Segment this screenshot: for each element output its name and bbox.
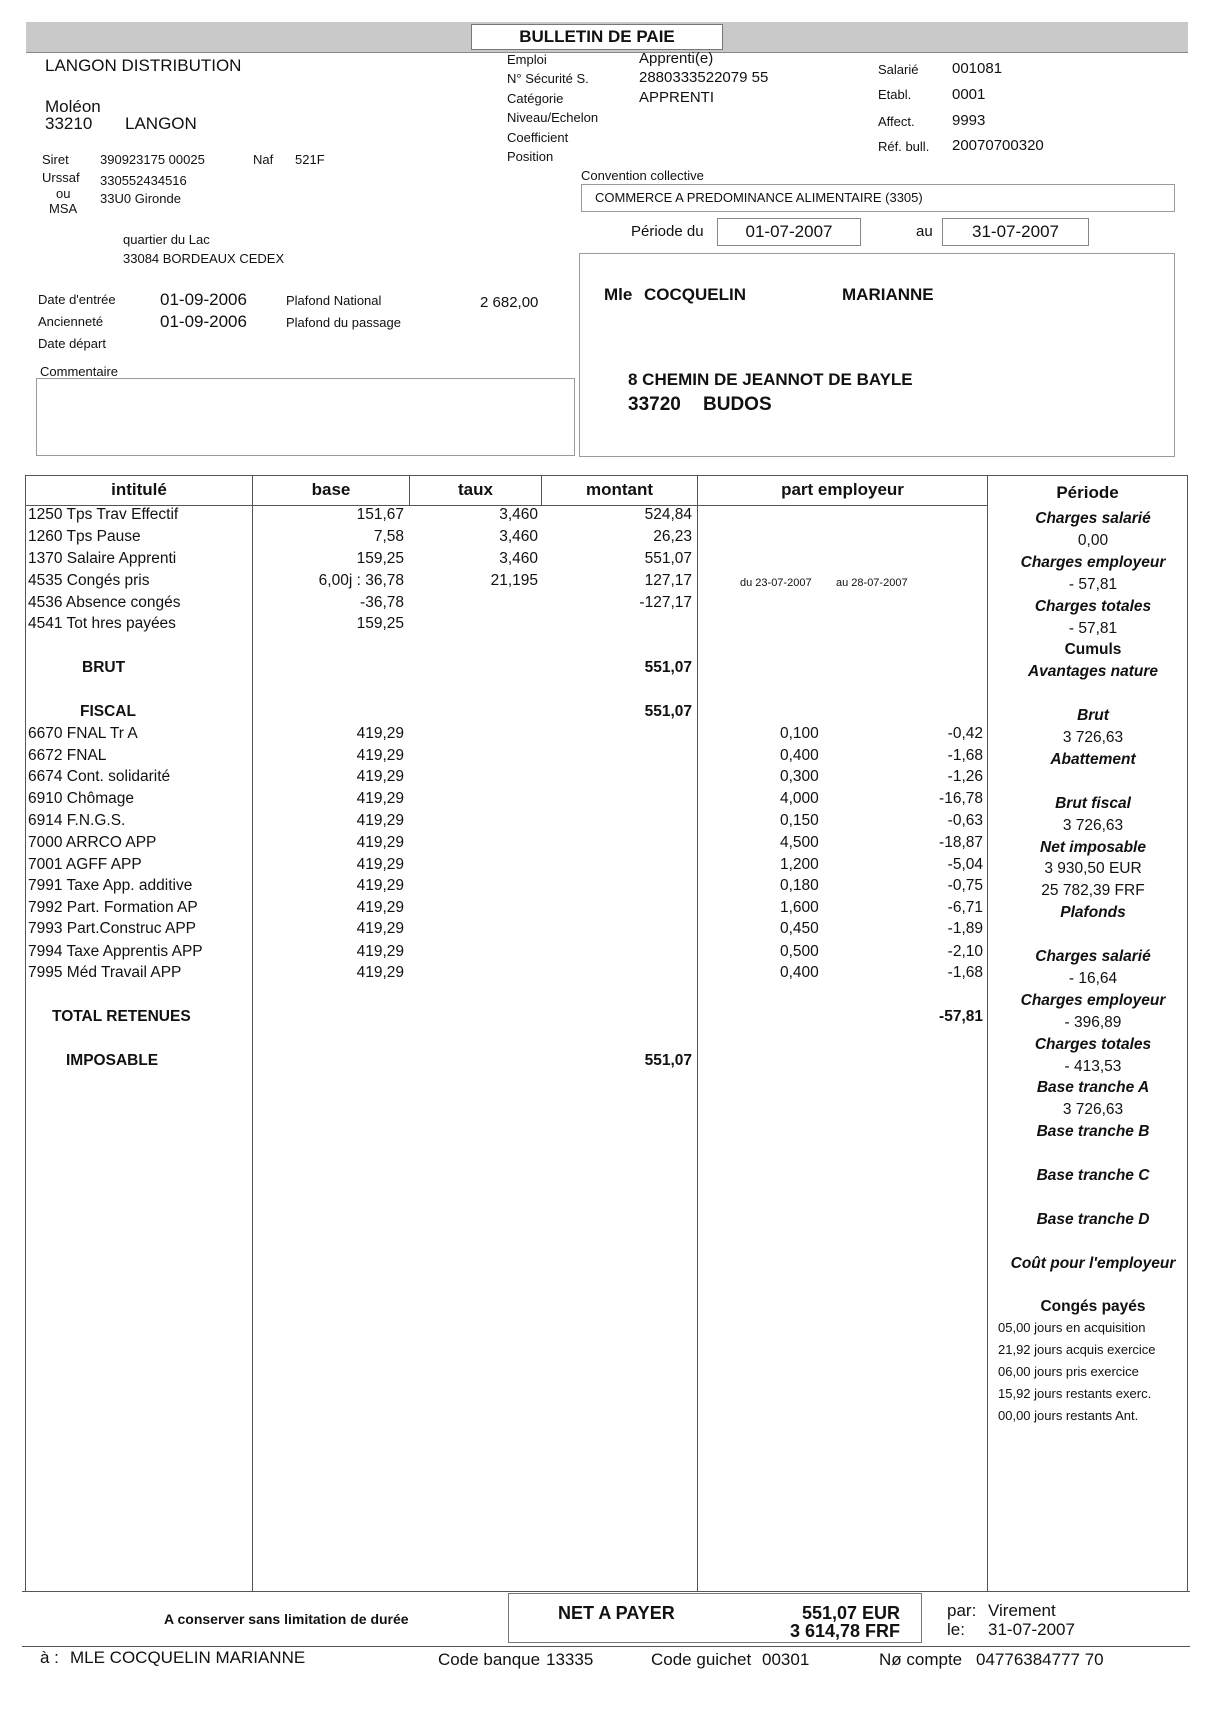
- row-label: 7000 ARRCO APP: [28, 834, 157, 851]
- row-label: 7995 Méd Travail APP: [28, 964, 182, 981]
- row-employer-rate: 1,200: [780, 856, 819, 873]
- row-employer-amount: -1,68: [947, 964, 983, 981]
- table-bottom-line: [22, 1591, 1190, 1592]
- periode-item: 3 726,63: [1062, 729, 1124, 746]
- ou-label: ou: [56, 186, 71, 201]
- footer-line: [22, 1646, 1190, 1647]
- row-montant: 524,84: [644, 506, 692, 523]
- etabl-label: Etabl.: [878, 87, 912, 102]
- row-label: 6670 FNAL Tr A: [28, 725, 138, 742]
- row-base: 419,29: [356, 877, 404, 894]
- header-taux: taux: [458, 480, 493, 499]
- row-montant: 551,07: [644, 1052, 692, 1069]
- row-employer-amount: -5,04: [947, 856, 983, 873]
- employee-address-box: [579, 253, 1175, 457]
- header-base: base: [311, 480, 351, 499]
- periode-item: Plafonds: [1060, 904, 1126, 922]
- coefficient-label: Coefficient: [507, 130, 569, 145]
- periode-item: Abattement: [1050, 750, 1136, 768]
- row-employer-rate: 1,600: [780, 899, 819, 916]
- row-base: 419,29: [356, 725, 404, 742]
- categorie-label: Catégorie: [507, 91, 564, 106]
- periode-item: Congés payés: [1040, 1298, 1146, 1316]
- niveau-label: Niveau/Echelon: [507, 110, 599, 125]
- periode-item: Cumuls: [1064, 641, 1122, 659]
- le-label: le:: [947, 1620, 965, 1639]
- secu-label: N° Sécurité S.: [507, 71, 589, 86]
- col-divider-periode: [987, 475, 988, 1591]
- employee-postcode: 33720: [628, 394, 681, 415]
- row-base: 419,29: [356, 964, 404, 981]
- row-employer-amount: -2,10: [947, 943, 983, 960]
- row-base: 419,29: [356, 812, 404, 829]
- row-base: 419,29: [356, 943, 404, 960]
- periode-item: - 57,81: [1068, 575, 1118, 593]
- periode-item: Charges salarié: [1035, 510, 1151, 527]
- emploi-value: Apprenti(e): [639, 50, 714, 67]
- row-base: -36,78: [360, 594, 404, 611]
- row-employer-rate: 0,100: [780, 725, 819, 742]
- periode-item: 3 726,63: [1062, 1101, 1124, 1119]
- categorie-value: APPRENTI: [639, 89, 715, 106]
- row-employer-rate: 0,150: [780, 812, 819, 829]
- row-employer-amount: -0,42: [947, 725, 983, 742]
- table-row: [0, 920, 1190, 941]
- le-value: 31-07-2007: [988, 1620, 1075, 1639]
- row-base: 419,29: [356, 920, 404, 937]
- period-to: 31-07-2007: [942, 218, 1089, 246]
- row-label: 6910 Chômage: [28, 790, 134, 807]
- affect-label: Affect.: [878, 114, 915, 129]
- row-base: 159,25: [356, 615, 404, 632]
- periode-item: Coût pour l'employeur: [1010, 1254, 1176, 1272]
- periode-item: 3 930,50 EUR: [1044, 860, 1142, 878]
- row-base: 419,29: [356, 899, 404, 916]
- employer-address-line3: 33084 BORDEAUX CEDEX: [123, 251, 285, 266]
- emploi-label: Emploi: [507, 52, 547, 67]
- periode-item: Charges totales: [1034, 1035, 1152, 1053]
- row-employer-rate: 0,500: [780, 943, 819, 960]
- plafond-passage-label: Plafond du passage: [286, 315, 401, 330]
- periode-item: 21,92 jours acquis exercice: [998, 1342, 1156, 1358]
- col-divider-employeur: [697, 475, 698, 1591]
- table-top-line: [25, 475, 1188, 476]
- periode-item: Base tranche A: [1036, 1079, 1150, 1097]
- row-employer-rate: 0,180: [780, 877, 819, 894]
- net-label: NET A PAYER: [558, 1603, 675, 1623]
- row-montant: 551,07: [644, 659, 692, 676]
- row-employer-amount: -0,75: [947, 877, 983, 894]
- affect-value: 9993: [952, 112, 986, 129]
- row-employer-amount: -18,87: [939, 834, 983, 851]
- periode-item: Charges employeur: [1020, 991, 1166, 1009]
- periode-item: Brut fiscal: [1055, 794, 1131, 812]
- header-montant: montant: [585, 480, 654, 499]
- employer-postcode: 33210: [45, 114, 93, 133]
- beneficiary-name: MLE COCQUELIN MARIANNE: [70, 1648, 306, 1667]
- row-note-from: du 23-07-2007: [740, 577, 812, 589]
- employee-city: BUDOS: [703, 394, 772, 415]
- periode-item: - 16,64: [1068, 969, 1118, 987]
- etabl-value: 0001: [952, 86, 986, 103]
- row-employer-rate: 4,000: [780, 790, 819, 807]
- period-from: 01-07-2007: [717, 218, 861, 246]
- employee-street: 8 CHEMIN DE JEANNOT DE BAYLE: [628, 370, 913, 389]
- row-taux: 21,195: [490, 572, 538, 589]
- periode-item: 06,00 jours pris exercice: [998, 1364, 1139, 1380]
- beneficiary-label: à :: [40, 1648, 59, 1667]
- row-base: 419,29: [356, 834, 404, 851]
- par-label: par:: [947, 1601, 977, 1620]
- entree-label: Date d'entrée: [38, 292, 116, 307]
- compte-label: Nø compte: [879, 1650, 963, 1669]
- row-label: IMPOSABLE: [66, 1052, 159, 1069]
- net-frf: 3 614,78 FRF: [789, 1621, 900, 1641]
- periode-item: - 57,81: [1068, 619, 1118, 637]
- periode-item: Base tranche B: [1036, 1123, 1150, 1141]
- row-base: 7,58: [373, 528, 404, 545]
- row-label: 7993 Part.Construc APP: [28, 920, 197, 937]
- plafond-national-label: Plafond National: [286, 293, 382, 308]
- row-taux: 3,460: [499, 550, 538, 567]
- header-intitule: intitulé: [111, 480, 167, 499]
- row-base: 151,67: [356, 506, 404, 523]
- row-taux: 3,460: [499, 506, 538, 523]
- row-label: 4541 Tot hres payées: [28, 615, 176, 632]
- periode-item: 3 726,63: [1062, 816, 1124, 834]
- employer-city: LANGON: [125, 114, 197, 133]
- row-label: 6672 FNAL: [28, 747, 107, 764]
- row-label: BRUT: [82, 659, 126, 676]
- row-employer-amount: -0,63: [947, 812, 983, 829]
- periode-item: 0,00: [1077, 531, 1109, 549]
- col-divider-base: [252, 475, 253, 1591]
- periode-item: 25 782,39 FRF: [1041, 882, 1145, 900]
- row-employer-amount: -16,78: [939, 790, 983, 807]
- row-label: 4535 Congés pris: [28, 572, 150, 589]
- code-banque-value: 13335: [546, 1650, 594, 1669]
- periode-item: 15,92 jours restants exerc.: [998, 1386, 1152, 1401]
- naf-value: 521F: [295, 152, 325, 167]
- row-base: 159,25: [356, 550, 404, 567]
- row-base: 419,29: [356, 768, 404, 785]
- period-to-label: au: [916, 223, 933, 240]
- periode-item: Base tranche D: [1036, 1210, 1150, 1228]
- code-banque-label: Code banque: [438, 1650, 541, 1669]
- periode-item: Charges salarié: [1035, 948, 1151, 965]
- row-label: 1260 Tps Pause: [28, 528, 141, 545]
- periode-item: Brut: [1077, 707, 1109, 725]
- row-base: 419,29: [356, 856, 404, 873]
- conserver-note: A conserver sans limitation de durée: [164, 1611, 409, 1627]
- comment-box: [36, 378, 575, 456]
- row-montant: 551,07: [644, 550, 692, 567]
- row-label: TOTAL RETENUES: [52, 1008, 191, 1025]
- col-divider-left: [25, 475, 26, 1591]
- row-base: 419,29: [356, 747, 404, 764]
- employer-address-line2: quartier du Lac: [123, 232, 210, 247]
- periode-item: - 396,89: [1064, 1013, 1122, 1031]
- row-taux: 3,460: [499, 528, 538, 545]
- row-employer-rate: 0,400: [780, 964, 819, 981]
- row-label: 7991 Taxe App. additive: [28, 877, 193, 894]
- convention-label: Convention collective: [581, 168, 704, 183]
- urssaf-number: 330552434516: [100, 173, 187, 188]
- entree-value: 01-09-2006: [160, 290, 247, 309]
- row-base: 6,00j : 36,78: [318, 572, 404, 589]
- ref-value: 20070700320: [952, 137, 1044, 154]
- ref-label: Réf. bull.: [878, 139, 930, 154]
- naf-label: Naf: [253, 152, 274, 167]
- header-part-employeur: part employeur: [781, 480, 904, 499]
- periode-item: 00,00 jours restants Ant.: [998, 1407, 1139, 1423]
- row-label: 7994 Taxe Apprentis APP: [28, 943, 203, 960]
- employer-address1: Moléon: [45, 97, 101, 116]
- row-label: 1250 Tps Trav Effectif: [28, 506, 179, 523]
- period-from-label: Période du: [631, 223, 704, 240]
- periode-item: 05,00 jours en acquisition: [998, 1320, 1146, 1336]
- row-label: 7001 AGFF APP: [28, 856, 142, 873]
- row-employer-amount: -1,68: [947, 747, 983, 764]
- net-eur: 551,07 EUR: [801, 1603, 900, 1623]
- plafond-national-value: 2 682,00: [480, 294, 539, 311]
- row-employer-rate: 0,450: [780, 920, 819, 937]
- row-montant: 127,17: [644, 572, 692, 589]
- anciennete-value: 01-09-2006: [160, 312, 247, 331]
- row-employer-amount: -1,89: [947, 920, 983, 937]
- row-montant: -127,17: [639, 594, 692, 611]
- comment-label: Commentaire: [40, 364, 119, 379]
- header-periode: Période: [1056, 483, 1119, 502]
- urssaf-label: Urssaf: [42, 170, 80, 185]
- urssaf-office: 33U0 Gironde: [100, 191, 181, 206]
- compte-value: 04776384777 70: [976, 1650, 1104, 1669]
- row-label: 6674 Cont. solidarité: [28, 768, 171, 785]
- row-employer-amount: -1,26: [947, 768, 983, 785]
- periode-item: Avantages nature: [1027, 663, 1159, 681]
- periode-item: - 413,53: [1064, 1057, 1122, 1075]
- row-employer-rate: 0,400: [780, 747, 819, 764]
- salarie-label: Salarié: [878, 62, 919, 77]
- siret-value: 390923175 00025: [100, 152, 205, 167]
- periode-item: Charges employeur: [1020, 553, 1166, 571]
- position-label: Position: [507, 149, 554, 164]
- row-employer-amount: -57,81: [939, 1008, 983, 1025]
- code-guichet-value: 00301: [762, 1650, 810, 1669]
- periode-item: Net imposable: [1040, 838, 1146, 856]
- employee-lastname: COCQUELIN: [644, 285, 746, 304]
- anciennete-label: Ancienneté: [38, 314, 104, 329]
- row-label: 1370 Salaire Apprenti: [28, 550, 177, 567]
- depart-label: Date départ: [38, 336, 106, 351]
- row-employer-amount: -6,71: [947, 899, 983, 916]
- employee-civility: Mle: [604, 285, 633, 304]
- periode-item: Base tranche C: [1036, 1167, 1150, 1184]
- employer-name: LANGON DISTRIBUTION: [45, 56, 242, 75]
- row-montant: 551,07: [644, 703, 692, 720]
- row-note-to: au 28-07-2007: [836, 577, 908, 589]
- row-label: 7992 Part. Formation AP: [28, 899, 198, 916]
- employee-firstname: MARIANNE: [842, 285, 934, 304]
- row-base: 419,29: [356, 790, 404, 807]
- convention-value: COMMERCE A PREDOMINANCE ALIMENTAIRE (3305): [595, 190, 923, 205]
- document-title: BULLETIN DE PAIE: [471, 24, 723, 50]
- siret-label: Siret: [42, 152, 69, 167]
- salarie-value: 001081: [952, 60, 1003, 77]
- code-guichet-label: Code guichet: [651, 1650, 752, 1669]
- secu-value: 2880333522079 55: [639, 69, 769, 86]
- row-label: 6914 F.N.G.S.: [28, 812, 126, 829]
- periode-item: Charges totales: [1034, 597, 1152, 615]
- row-label: 4536 Absence congés: [28, 594, 181, 611]
- row-label: FISCAL: [80, 703, 136, 720]
- row-employer-rate: 0,300: [780, 768, 819, 785]
- par-value: Virement: [988, 1601, 1056, 1620]
- row-montant: 26,23: [653, 528, 692, 545]
- row-employer-rate: 4,500: [780, 834, 819, 851]
- table-row: [0, 768, 1190, 789]
- msa-label: MSA: [49, 201, 78, 216]
